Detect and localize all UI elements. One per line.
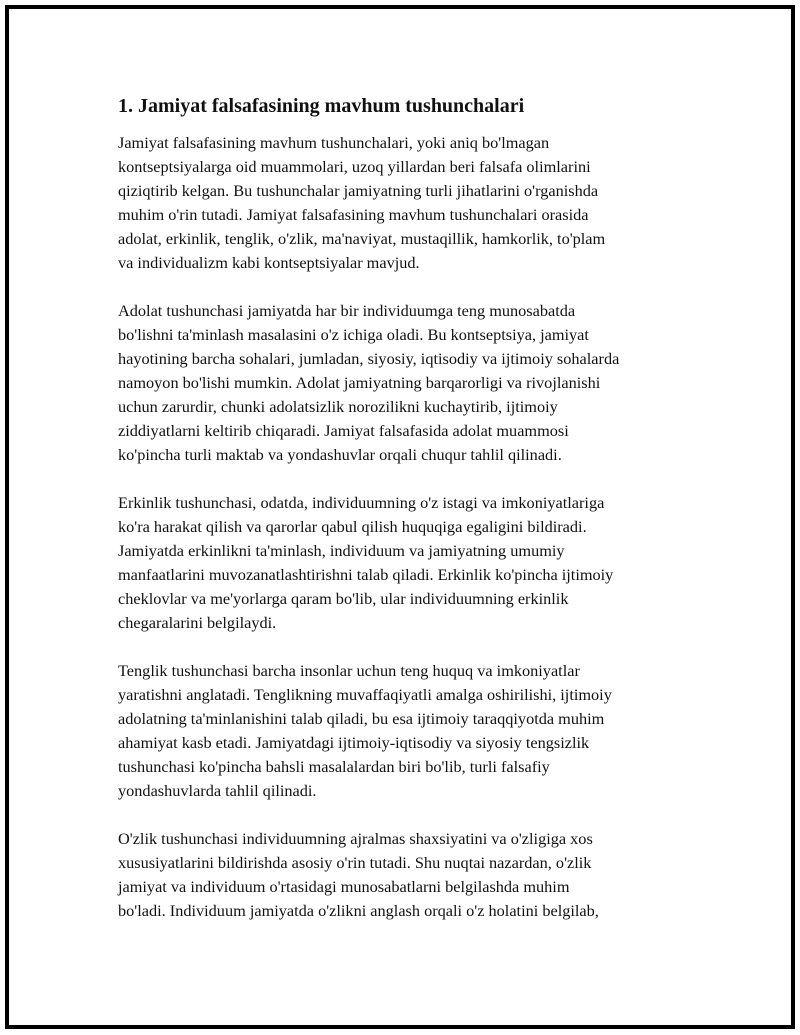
paragraph-tenglik: Tenglik tushunchasi barcha insonlar uchun teng huquq va imkoniyatlar yaratishni anglatadi. Tenglikning muvaffaqiyatli amalga oshirilishi, ijtimoiy adolatning ta'minlanishini talab qiladi, bu esa ijtimoiy taraqqiyotda muhim ahamiyat kasb etadi. Jamiyatdagi ijtimoiy-iqtisodiy va siyosiy tengsizlik tushunchasi ko'pincha bahsli masalalardan biri bo'lib, turli falsafiy yondashuvlarda tahlil qilinadi.	[118, 661, 612, 800]
paragraph-erkinlik: Erkinlik tushunchasi, odatda, individuumning o'z istagi va imkoniyatlariga ko'ra harakat qilish va qarorlar qabul qilish huquqiga egaligini bildiradi. Jamiyatda erkinlikni ta'minlash, individuum va jamiyatning umumiy manfaatlarini muvozanatlashtirishni talab qiladi. Erkinlik ko'pincha ijtimoiy cheklovlar va me'yorlarga qaram bo'lib, ular individuumning erkinlik chegaralarini belgilaydi.	[118, 493, 614, 632]
paragraph-intro: Jamiyat falsafasining mavhum tushunchalari, yoki aniq bo'lmagan kontseptsiyalarga oid muammolari, uzoq yillardan beri falsafa olimlarini qiziqtirib kelgan. Bu tushunchalar jamiyatning turli jihatlarini o'rganishda muhim o'rin tutadi. Jamiyat falsafasining mavhum tushunchalari orasida adolat, erkinlik, tenglik, o'zlik, ma'naviyat, mustaqillik, hamkorlik, to'plam va individualizm kabi kontseptsiyalar mavjud.	[118, 133, 606, 272]
paragraph-ozlik: O'zlik tushunchasi individuumning ajralmas shaxsiyatini va o'zligiga xos xususiyatlarini bildirishda asosiy o'rin tutadi. Shu nuqtai nazardan, o'zlik jamiyat va individuum o'rtasidagi munosabatlarni belgilashda muhim bo'ladi. Individuum jamiyatda o'zlikni anglash orqali o'z holatini belgilab,	[118, 829, 599, 920]
paragraph-adolat: Adolat tushunchasi jamiyatda har bir individuumga teng munosabatda bo'lishni ta'minlash masalasini o'z ichiga oladi. Bu kontseptsiya, jamiyat hayotining barcha sohalari, jumladan, siyosiy, iqtisodiy va ijtimoiy sohalarda namoyon bo'lishi mumkin. Adolat jamiyatning barqarorligi va rivojlanishi uchun zarurdir, chunki adolatsizlik norozilikni kuchaytirib, ijtimoiy ziddiyatlarni keltirib chiqaradi. Jamiyat falsafasida adolat muammosi ko'pincha turli maktab va yondashuvlar orqali chuqur tahlil qilinadi.	[118, 301, 620, 464]
section-heading: 1. Jamiyat falsafasining mavhum tushunchalari	[118, 95, 525, 117]
document-body	[118, 93, 698, 947]
